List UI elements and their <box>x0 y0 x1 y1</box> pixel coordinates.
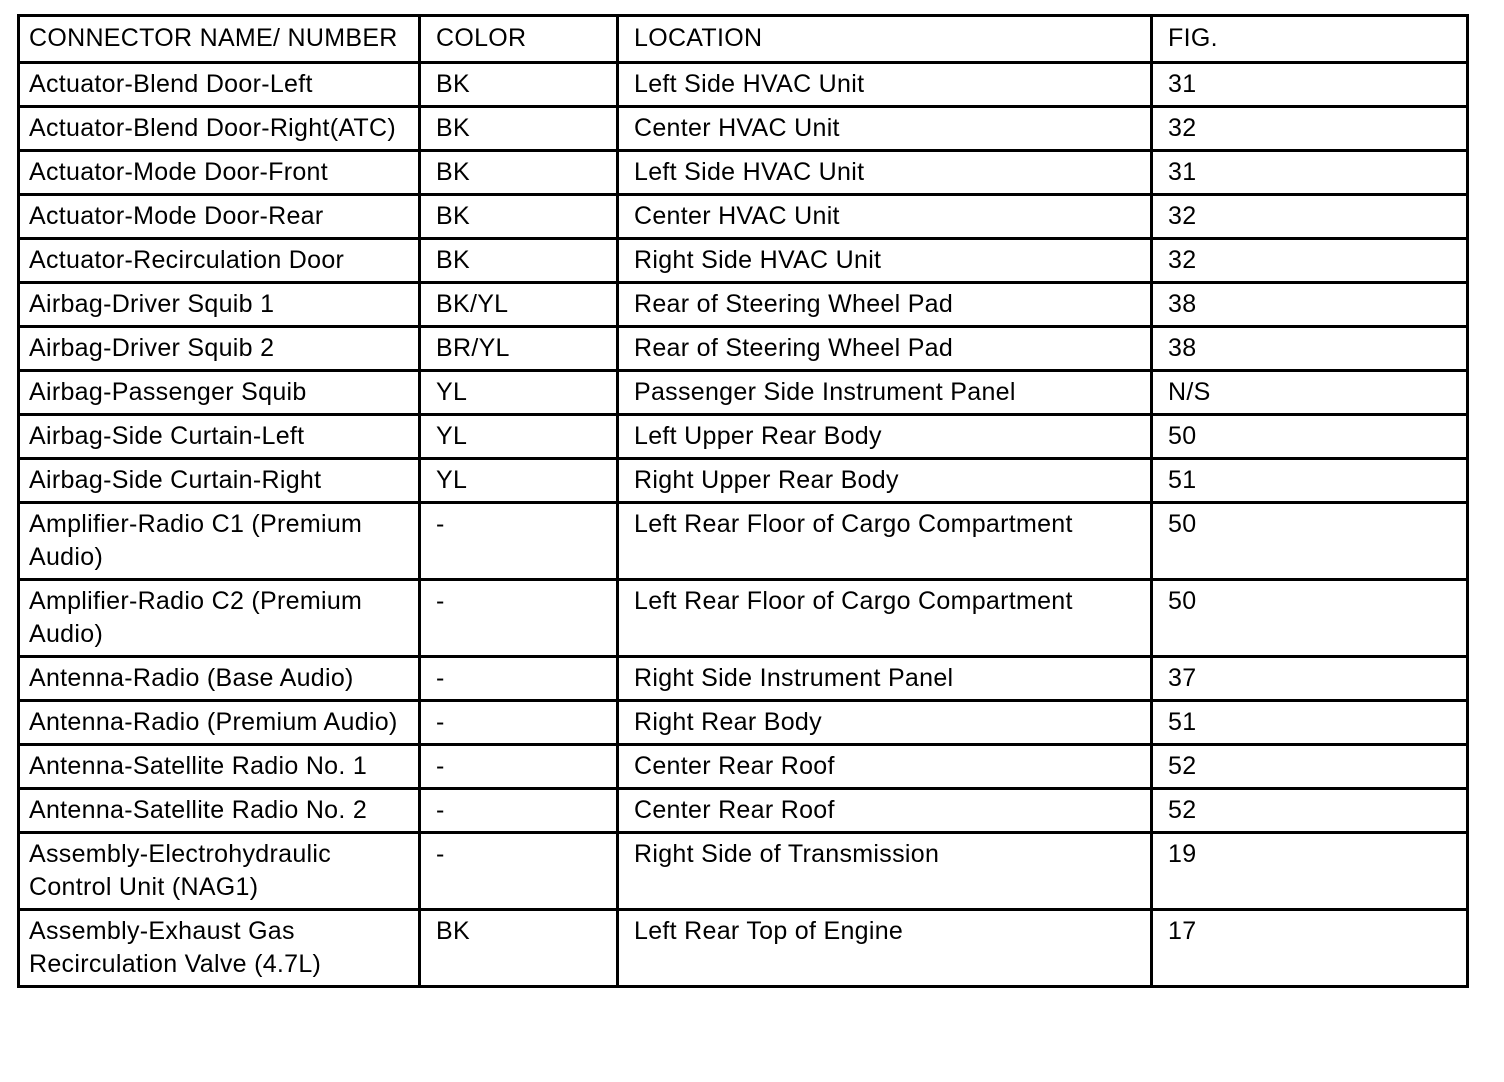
cell-location: Left Rear Floor of Cargo Compartment <box>618 580 1152 657</box>
table-row <box>19 745 1468 789</box>
table-row <box>19 657 1468 701</box>
cell-connector-name: Antenna-Satellite Radio No. 2 <box>19 789 420 833</box>
cell-location: Center Rear Roof <box>618 789 1152 833</box>
cell-color: BK <box>420 195 618 239</box>
cell-connector-name: Actuator-Blend Door-Right(ATC) <box>19 107 420 151</box>
cell-connector-name: Actuator-Mode Door-Rear <box>19 195 420 239</box>
cell-location: Left Rear Top of Engine <box>618 910 1152 987</box>
cell-location: Center Rear Roof <box>618 745 1152 789</box>
cell-location: Center HVAC Unit <box>618 195 1152 239</box>
cell-location: Left Side HVAC Unit <box>618 151 1152 195</box>
cell-connector-name: Assembly-Electrohydraulic Control Unit (NAG1) <box>19 833 420 910</box>
cell-fig: 17 <box>1152 910 1468 987</box>
cell-fig: 52 <box>1152 789 1468 833</box>
header-row <box>19 16 1468 63</box>
cell-location: Passenger Side Instrument Panel <box>618 371 1152 415</box>
cell-fig: 32 <box>1152 107 1468 151</box>
cell-location: Left Upper Rear Body <box>618 415 1152 459</box>
cell-color: BR/YL <box>420 327 618 371</box>
cell-location: Rear of Steering Wheel Pad <box>618 283 1152 327</box>
table-row <box>19 63 1468 107</box>
cell-fig: 52 <box>1152 745 1468 789</box>
cell-connector-name: Antenna-Radio (Base Audio) <box>19 657 420 701</box>
table-row <box>19 371 1468 415</box>
cell-location: Left Rear Floor of Cargo Compartment <box>618 503 1152 580</box>
header-fig: FIG. <box>1152 16 1468 63</box>
cell-connector-name: Antenna-Satellite Radio No. 1 <box>19 745 420 789</box>
cell-color: BK <box>420 151 618 195</box>
cell-fig: 50 <box>1152 580 1468 657</box>
cell-fig: 50 <box>1152 415 1468 459</box>
cell-fig: 31 <box>1152 151 1468 195</box>
header-connector-name: CONNECTOR NAME/ NUMBER <box>19 16 420 63</box>
cell-connector-name: Actuator-Recirculation Door <box>19 239 420 283</box>
table-row <box>19 327 1468 371</box>
cell-location: Right Upper Rear Body <box>618 459 1152 503</box>
cell-connector-name: Amplifier-Radio C1 (Premium Audio) <box>19 503 420 580</box>
cell-color: - <box>420 833 618 910</box>
table-row <box>19 459 1468 503</box>
cell-connector-name: Airbag-Passenger Squib <box>19 371 420 415</box>
cell-fig: 50 <box>1152 503 1468 580</box>
cell-color: YL <box>420 459 618 503</box>
table-row <box>19 580 1468 657</box>
cell-color: YL <box>420 415 618 459</box>
cell-fig: 38 <box>1152 327 1468 371</box>
cell-location: Rear of Steering Wheel Pad <box>618 327 1152 371</box>
cell-fig: 51 <box>1152 459 1468 503</box>
cell-color: BK/YL <box>420 283 618 327</box>
cell-color: - <box>420 701 618 745</box>
table-row <box>19 910 1468 987</box>
cell-connector-name: Antenna-Radio (Premium Audio) <box>19 701 420 745</box>
table-body <box>19 63 1468 987</box>
cell-connector-name: Airbag-Driver Squib 2 <box>19 327 420 371</box>
cell-fig: 19 <box>1152 833 1468 910</box>
cell-color: - <box>420 657 618 701</box>
cell-location: Right Side of Transmission <box>618 833 1152 910</box>
cell-fig: 32 <box>1152 195 1468 239</box>
connector-table <box>17 14 1469 988</box>
cell-connector-name: Assembly-Exhaust Gas Recirculation Valve (4.7L) <box>19 910 420 987</box>
table-row <box>19 283 1468 327</box>
table-row <box>19 833 1468 910</box>
cell-connector-name: Airbag-Side Curtain-Left <box>19 415 420 459</box>
table-row <box>19 107 1468 151</box>
table-row <box>19 503 1468 580</box>
cell-connector-name: Airbag-Driver Squib 1 <box>19 283 420 327</box>
table-header <box>19 16 1468 63</box>
cell-color: BK <box>420 910 618 987</box>
cell-color: BK <box>420 107 618 151</box>
cell-color: - <box>420 789 618 833</box>
table-row <box>19 415 1468 459</box>
cell-fig: 37 <box>1152 657 1468 701</box>
cell-color: YL <box>420 371 618 415</box>
cell-color: - <box>420 503 618 580</box>
cell-fig: N/S <box>1152 371 1468 415</box>
cell-location: Right Rear Body <box>618 701 1152 745</box>
cell-location: Left Side HVAC Unit <box>618 63 1152 107</box>
header-location: LOCATION <box>618 16 1152 63</box>
cell-color: - <box>420 745 618 789</box>
table-row <box>19 701 1468 745</box>
cell-color: BK <box>420 239 618 283</box>
header-color: COLOR <box>420 16 618 63</box>
table-row <box>19 151 1468 195</box>
cell-fig: 32 <box>1152 239 1468 283</box>
table-row <box>19 789 1468 833</box>
cell-fig: 31 <box>1152 63 1468 107</box>
cell-fig: 51 <box>1152 701 1468 745</box>
cell-connector-name: Airbag-Side Curtain-Right <box>19 459 420 503</box>
cell-location: Right Side HVAC Unit <box>618 239 1152 283</box>
cell-connector-name: Amplifier-Radio C2 (Premium Audio) <box>19 580 420 657</box>
cell-connector-name: Actuator-Blend Door-Left <box>19 63 420 107</box>
cell-color: BK <box>420 63 618 107</box>
cell-location: Right Side Instrument Panel <box>618 657 1152 701</box>
cell-connector-name: Actuator-Mode Door-Front <box>19 151 420 195</box>
table-row <box>19 239 1468 283</box>
cell-color: - <box>420 580 618 657</box>
cell-location: Center HVAC Unit <box>618 107 1152 151</box>
cell-fig: 38 <box>1152 283 1468 327</box>
table-row <box>19 195 1468 239</box>
